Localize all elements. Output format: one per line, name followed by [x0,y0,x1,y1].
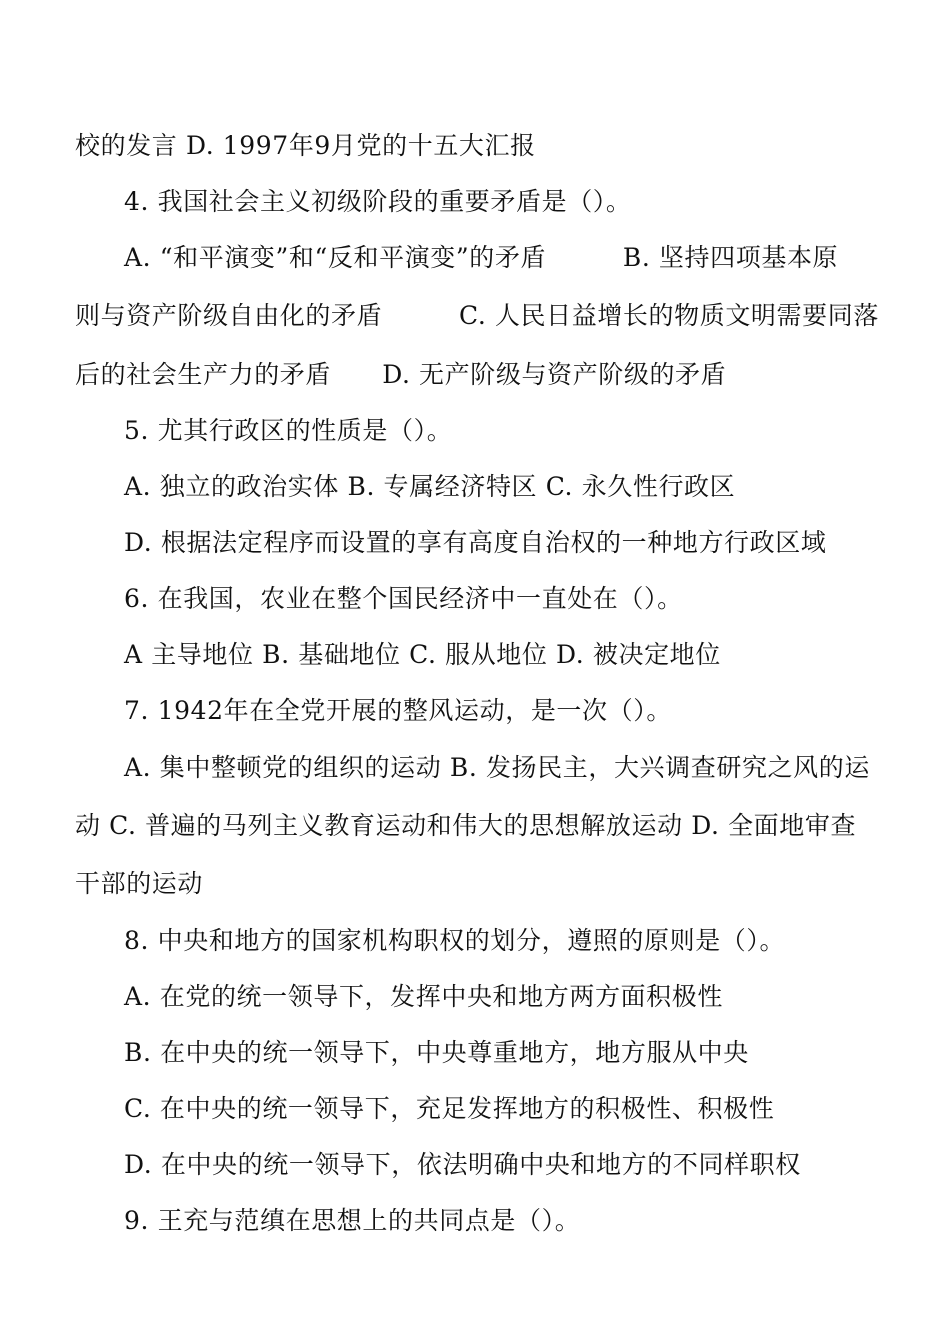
text-line: 校的发言 D. 1997年9月党的十五大汇报 [75,131,536,160]
question-5: 5. 尤其行政区的性质是（）。 [124,416,453,445]
question-6: 6. 在我国，农业在整个国民经济中一直处在（）。 [124,584,683,613]
question-7-options-line-2: 动 C. 普遍的马列主义教育运动和伟大的思想解放运动 D. 全面地审查 [75,811,857,840]
question-6-options: A 主导地位 B. 基础地位 C. 服从地位 D. 被决定地位 [124,640,721,669]
question-4-options-line-3: 后的社会生产力的矛盾 D. 无产阶级与资产阶级的矛盾 [75,360,727,389]
question-5-options-line-1: A. 独立的政治实体 B. 专属经济特区 C. 永久性行政区 [124,472,736,501]
question-8-option-b: B. 在中央的统一领导下，中央尊重地方，地方服从中央 [124,1038,749,1067]
question-8: 8. 中央和地方的国家机构职权的划分，遵照的原则是（）。 [124,926,786,955]
question-7: 7. 1942年在全党开展的整风运动，是一次（）。 [124,696,672,725]
question-4-options-line-2: 则与资产阶级自由化的矛盾 C. 人民日益增长的物质文明需要同落 [75,301,879,330]
question-5-options-line-2: D. 根据法定程序而设置的享有高度自治权的一种地方行政区域 [124,528,827,557]
question-8-option-c: C. 在中央的统一领导下，充足发挥地方的积极性、积极性 [124,1094,775,1123]
question-4-options-line-1: A. “和平演变”和“反和平演变”的矛盾 B. 坚持四项基本原 [124,243,839,272]
question-7-options-line-3: 干部的运动 [75,869,204,898]
question-4: 4. 我国社会主义初级阶段的重要矛盾是（）。 [124,187,632,216]
question-8-option-a: A. 在党的统一领导下，发挥中央和地方两方面积极性 [124,982,723,1011]
question-9: 9. 王充与范缜在思想上的共同点是（）。 [124,1206,581,1235]
question-8-option-d: D. 在中央的统一领导下，依法明确中央和地方的不同样职权 [124,1150,801,1179]
question-7-options-line-1: A. 集中整顿党的组织的运动 B. 发扬民主，大兴调查研究之风的运 [124,753,870,782]
